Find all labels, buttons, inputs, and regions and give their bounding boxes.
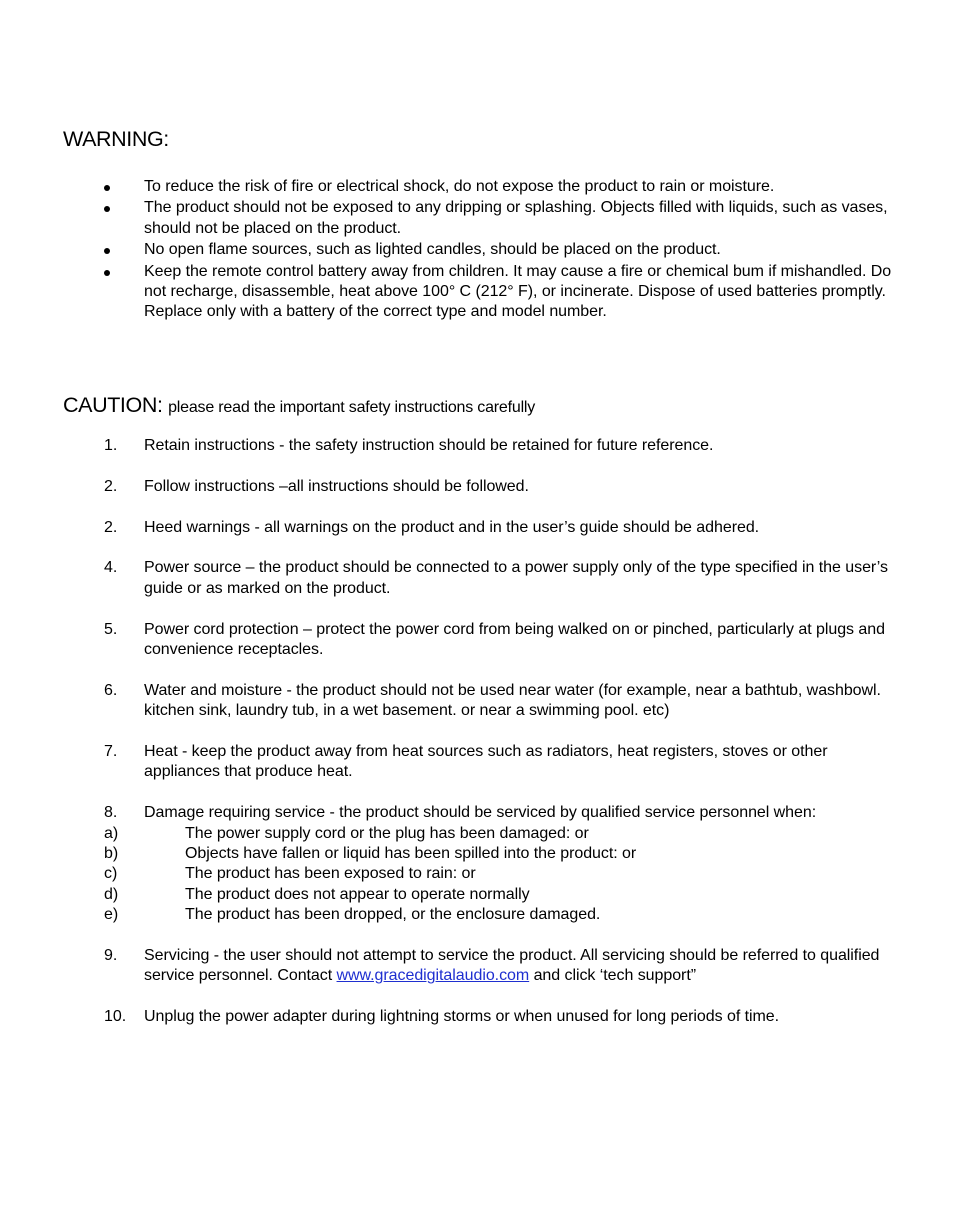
- caution-item: [0, 742, 954, 783]
- sub-item: [104, 824, 854, 844]
- sub-item-text: The power supply cord or the plug has been damaged: or: [185, 824, 589, 842]
- item-number: 6.: [104, 681, 118, 699]
- item-number: 8.: [104, 804, 118, 822]
- caution-heading: [63, 393, 535, 420]
- warning-list: [0, 177, 954, 324]
- sub-item-letter: a): [104, 824, 119, 842]
- item-number: 10.: [104, 1008, 127, 1026]
- caution-title: CAUTION:: [63, 393, 163, 417]
- website-link[interactable]: www.gracedigitalaudio.com: [336, 967, 530, 985]
- warning-heading: WARNING:: [63, 127, 169, 151]
- item-number: 4.: [104, 559, 118, 577]
- sub-item-letter: e): [104, 906, 119, 924]
- item-number: 5.: [104, 620, 118, 638]
- item-text: Power source – the product should be connected to a power supply only of the type specified in the user’s guide or as marked on the product.: [144, 559, 888, 597]
- sub-item: [104, 905, 854, 925]
- caution-item: [0, 681, 954, 722]
- item-number: 2.: [104, 477, 118, 495]
- warning-item-text: The product should not be exposed to any dripping or splashing. Objects filled with liquids, such as vases, should not be placed on the product.: [144, 199, 888, 237]
- warning-item: [0, 198, 954, 239]
- item-text-before-link: Servicing - the user should not attempt to service the product. All servicing should be referred to qualified service personnel. Contact: [144, 947, 880, 985]
- bullet-icon: [104, 185, 110, 191]
- item-text: Retain instructions - the safety instruction should be retained for future reference.: [144, 437, 714, 454]
- warning-item: [0, 240, 954, 260]
- caution-item: [0, 558, 954, 599]
- item-number: 7.: [104, 743, 118, 760]
- item-number: 1.: [104, 437, 118, 454]
- sub-item-letter: b): [104, 845, 119, 863]
- sub-item: [104, 844, 854, 864]
- item-text: Damage requiring service - the product should be serviced by qualified service personnel when:: [144, 804, 817, 822]
- caution-item: [0, 518, 954, 538]
- item-text: Heed warnings - all warnings on the product and in the user’s guide should be adhered.: [144, 518, 760, 536]
- sub-item-text: The product has been dropped, or the enclosure damaged.: [185, 906, 601, 924]
- item-text: Water and moisture - the product should not be used near water (for example, near a bathtub, washbowl. kitchen sink, laundry tub, in a wet basement. or near a swimming pool. etc): [144, 681, 881, 720]
- caution-subheading: please read the important safety instructions carefully: [168, 399, 536, 416]
- item-text-after-link: and click ‘tech support”: [529, 967, 697, 985]
- item-text: Unplug the power adapter during lightning storms or when unused for long periods of time.: [144, 1008, 780, 1026]
- caution-list: [0, 436, 954, 1048]
- warning-item: [0, 262, 954, 323]
- bullet-icon: [104, 270, 110, 276]
- warning-item: [0, 177, 954, 197]
- item-text: Follow instructions –all instructions should be followed.: [144, 477, 529, 495]
- bullet-icon: [104, 248, 110, 254]
- caution-item: [0, 946, 954, 987]
- sub-item-text: Objects have fallen or liquid has been spilled into the product: or: [185, 845, 637, 863]
- item-number: 9.: [104, 947, 118, 965]
- bullet-icon: [104, 206, 110, 212]
- caution-item: [0, 436, 954, 456]
- sub-item-letter: d): [104, 885, 119, 903]
- sub-item-letter: c): [104, 865, 118, 883]
- warning-item-text: To reduce the risk of fire or electrical shock, do not expose the product to rain or moisture.: [144, 178, 775, 195]
- sub-item-text: The product does not appear to operate normally: [185, 885, 530, 903]
- item-text: Power cord protection – protect the power cord from being walked on or pinched, particularly at plugs and convenience receptacles.: [144, 620, 885, 658]
- damage-sublist: [104, 824, 854, 926]
- sub-item: [104, 864, 854, 884]
- warning-item-text: No open flame sources, such as lighted candles, should be placed on the product.: [144, 241, 721, 259]
- caution-item: [0, 620, 954, 661]
- sub-item: [104, 885, 854, 905]
- item-number: 2.: [104, 518, 118, 536]
- item-text: Heat - keep the product away from heat sources such as radiators, heat registers, stoves or other appliances that produce heat.: [144, 743, 828, 781]
- caution-item: [0, 477, 954, 497]
- warning-item-text: Keep the remote control battery away from children. It may cause a fire or chemical bum if mishandled. Do not recharge, disassemble, heat above 100° C (212° F), or incinerate. Dispose of used batteries promptly. Replace only with a battery of the correct type and model number.: [144, 262, 892, 321]
- sub-item-text: The product has been exposed to rain: or: [185, 865, 476, 883]
- caution-item: [0, 1007, 954, 1027]
- caution-item: [0, 803, 954, 925]
